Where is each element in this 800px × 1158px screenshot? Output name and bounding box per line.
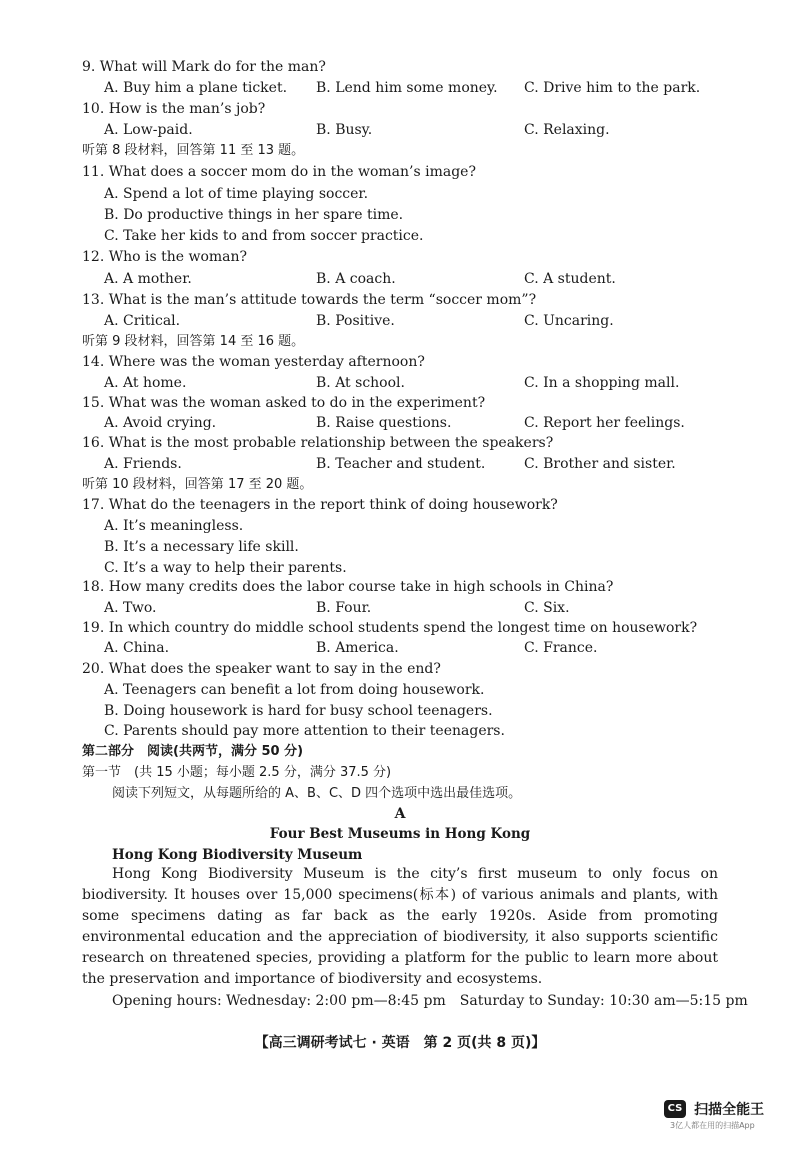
option-a: A. Critical. [104,313,181,329]
scanner-watermark [664,1098,765,1130]
question-13-stem: 13. What is the man’s attitude towards the term “soccer mom”? [82,292,537,308]
reading-instruction: 阅读下列短文，从每题所给的 A、B、C、D 四个选项中选出最佳选项。 [112,786,522,801]
part-2-heading: 第二部分 阅读(共两节，满分 50 分) [82,744,304,759]
option-c: C. Report her feelings. [524,415,685,431]
option-b: B. A coach. [316,271,396,287]
question-15-stem: 15. What was the woman asked to do in the experiment? [82,395,486,411]
passage-letter: A [394,806,406,822]
option-a: A. At home. [104,375,187,391]
question-19-stem: 19. In which country do middle school students spend the longest time on housework? [82,620,698,636]
question-17-stem: 17. What do the teenagers in the report think of doing housework? [82,497,558,513]
question-11-stem: 11. What does a soccer mom do in the woman’s image? [82,164,476,180]
option-a: A. Two. [104,600,157,616]
passage-title: Four Best Museums in Hong Kong [269,826,531,842]
watermark-tagline: 3亿人都在用的扫描App [670,1121,755,1130]
passage-paragraph: Hong Kong Biodiversity Museum is the city’s first museum to only focus on biodiversity. It houses over 15,000 specimens(标本) of various animals and plants, with some specimens dating as far back as the early 1920s. Aside from promoting environmental education and the appreciation of biodiversity, it also supports scientific research on threatened species, providing a platform for the public to learn more about the preservation and importance of biodiversity and ecosystems. [82,866,718,987]
option-b: B. Busy. [316,122,373,138]
question-11-option-a: A. Spend a lot of time playing soccer. [104,186,369,202]
option-a: A. Friends. [104,456,182,472]
opening-hours: Opening hours: Wednesday: 2:00 pm—8:45 pm Saturday to Sunday: 10:30 am—5:15 pm [112,993,748,1009]
option-b: B. At school. [316,375,405,391]
question-10-stem: 10. How is the man’s job? [82,101,266,117]
option-b: B. Teacher and student. [316,456,486,472]
museum-name: Hong Kong Biodiversity Museum [112,847,363,863]
option-a: A. Avoid crying. [104,415,217,431]
option-a: A. Low-paid. [104,122,193,138]
option-c: C. Relaxing. [524,122,610,138]
option-a: A. A mother. [104,271,192,287]
section-10-heading: 听第 10 段材料，回答第 17 至 20 题。 [82,477,313,492]
option-c: C. Uncaring. [524,313,614,329]
option-c: C. Six. [524,600,570,616]
page-footer: 【高三调研考试七 · 英语 第 2 页(共 8 页)】 [254,1035,546,1051]
question-20-option-b: B. Doing housework is hard for busy school teenagers. [104,703,493,719]
question-17-option-a: A. It’s meaningless. [104,518,244,534]
option-b: B. Four. [316,600,372,616]
question-18-stem: 18. How many credits does the labor course take in high schools in China? [82,579,614,595]
option-b: B. Raise questions. [316,415,452,431]
question-9-stem: 9. What will Mark do for the man? [82,59,326,75]
question-17-option-c: C. It’s a way to help their parents. [104,560,347,576]
section-9-heading: 听第 9 段材料，回答第 14 至 16 题。 [82,334,305,349]
question-11-option-b: B. Do productive things in her spare time. [104,207,404,223]
option-b: B. America. [316,640,399,656]
option-c: C. Drive him to the park. [524,80,701,96]
question-20-stem: 20. What does the speaker want to say in the end? [82,661,441,677]
option-a: A. Buy him a plane ticket. [104,80,288,96]
option-b: B. Lend him some money. [316,80,498,96]
question-20-option-c: C. Parents should pay more attention to their teenagers. [104,723,505,739]
question-20-option-a: A. Teenagers can benefit a lot from doing housework. [104,682,485,698]
option-c: C. A student. [524,271,616,287]
question-12-stem: 12. Who is the woman? [82,249,248,265]
camscanner-logo-icon: CS [664,1100,686,1118]
section-1-heading: 第一节 (共 15 小题；每小题 2.5 分，满分 37.5 分) [82,765,392,780]
option-c: C. Brother and sister. [524,456,676,472]
question-16-stem: 16. What is the most probable relationship between the speakers? [82,435,554,451]
option-c: C. France. [524,640,598,656]
question-14-stem: 14. Where was the woman yesterday afternoon? [82,354,425,370]
option-c: C. In a shopping mall. [524,375,680,391]
option-a: A. China. [104,640,170,656]
question-11-option-c: C. Take her kids to and from soccer practice. [104,228,424,244]
watermark-name: 扫描全能王 [694,1101,765,1118]
option-b: B. Positive. [316,313,395,329]
section-8-heading: 听第 8 段材料，回答第 11 至 13 题。 [82,143,305,158]
question-17-option-b: B. It’s a necessary life skill. [104,539,299,555]
